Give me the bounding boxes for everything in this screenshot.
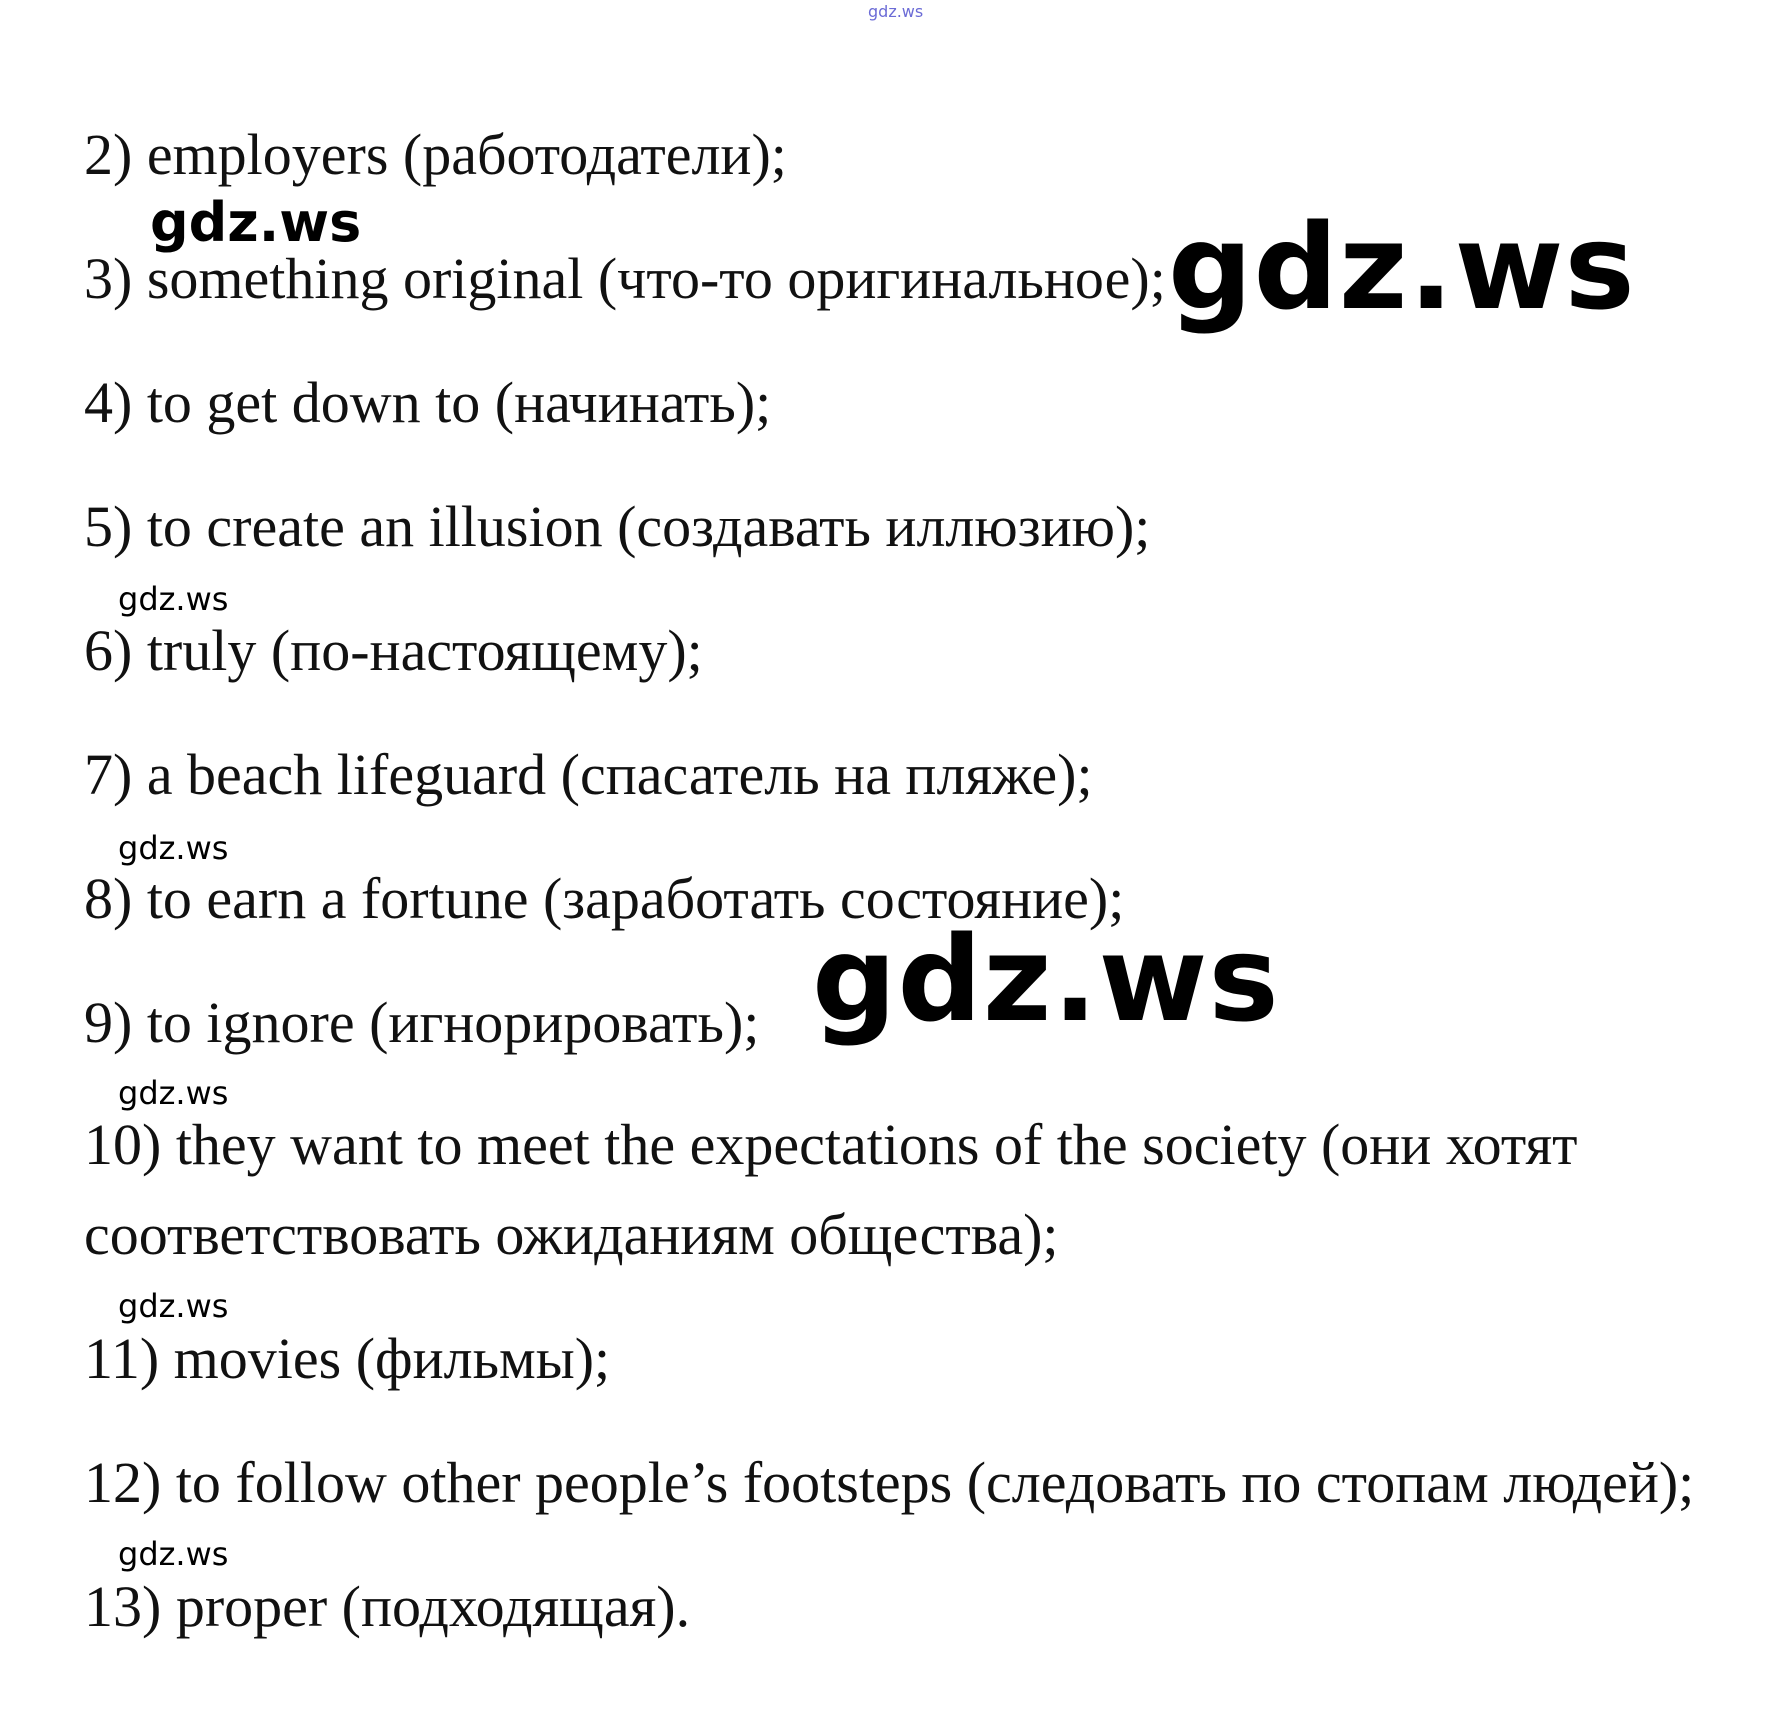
list-item: 2) employers (работодатели); <box>84 122 787 187</box>
watermark-large: gdz.ws <box>1168 198 1636 336</box>
watermark-large: gdz.ws <box>812 910 1280 1048</box>
list-item: 10) they want to meet the expectations of the society (они хотят <box>84 1112 1578 1177</box>
list-item: 7) a beach lifeguard (спасатель на пляже); <box>84 742 1093 807</box>
watermark: gdz.ws <box>118 1535 229 1573</box>
list-item: 3) something original (что-то оригинальное); <box>84 246 1166 311</box>
watermark: gdz.ws <box>118 1074 229 1112</box>
list-item: 9) to ignore (игнорировать); <box>84 990 760 1055</box>
watermark: gdz.ws <box>118 1287 229 1325</box>
list-item-continuation: соответствовать ожиданиям общества); <box>84 1202 1059 1267</box>
list-item: 4) to get down to (начинать); <box>84 370 772 435</box>
list-item: 11) movies (фильмы); <box>84 1326 611 1391</box>
list-item: 6) truly (по-настоящему); <box>84 618 703 683</box>
list-item: 5) to create an illusion (создавать иллюзию); <box>84 494 1151 559</box>
list-item: 8) to earn a fortune (заработать состояние); <box>84 866 1125 931</box>
header-watermark: gdz.ws <box>868 2 924 21</box>
list-item: 12) to follow other people’s footsteps (следовать по стопам людей); <box>84 1450 1695 1515</box>
watermark: gdz.ws <box>118 580 229 618</box>
watermark: gdz.ws <box>150 191 362 254</box>
watermark: gdz.ws <box>118 829 229 867</box>
list-item: 13) proper (подходящая). <box>84 1574 691 1639</box>
